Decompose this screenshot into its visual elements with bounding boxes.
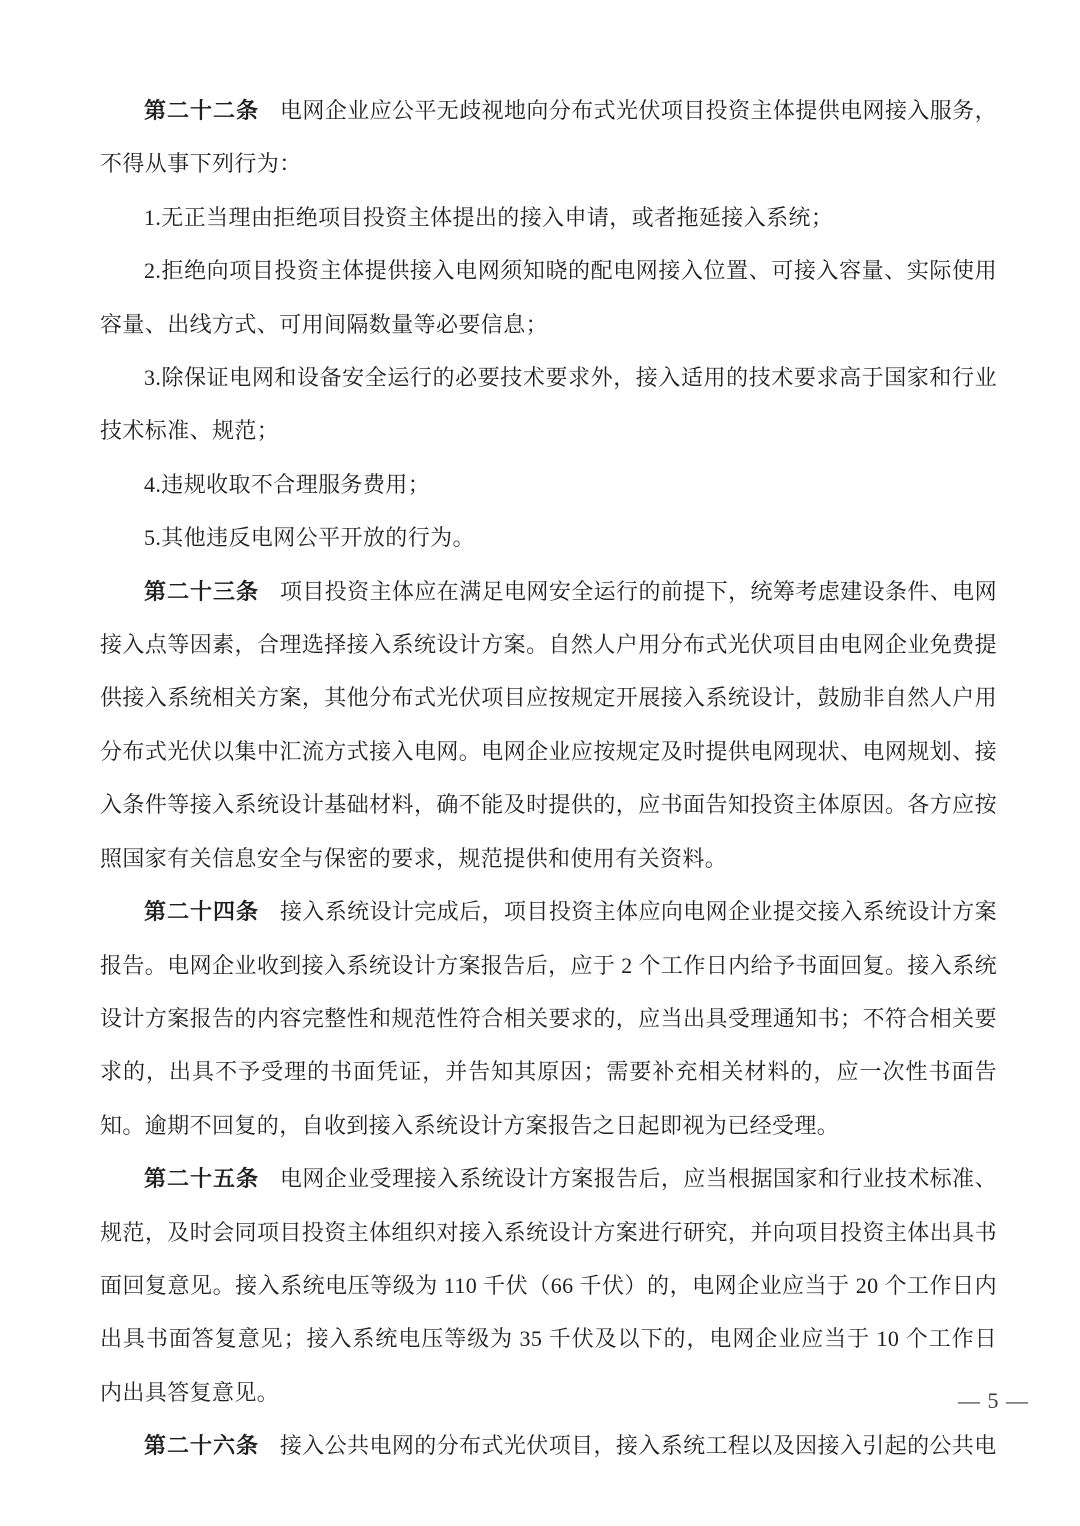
article-number: 第二十六条 [144, 1433, 260, 1459]
paragraph [100, 511, 997, 564]
paragraph [100, 458, 997, 511]
article-number: 第二十四条 [144, 899, 260, 925]
paragraph-text: 接入系统设计完成后，项目投资主体应向电网企业提交接入系统设计方案报告。电网企业收到接入系统设计方案报告后，应于 2 个工作日内给予书面回复。接入系统设计方案报告的内容完整性和规范性符合相关要求的，应当出具受理通知书；不符合相关要求的，出具不予受理的书面凭证，并告知其原因；需要补充相关材料的，应一次性书面告知。逾期不回复的，自收到接入系统设计方案报告之日起即视为已经受理。 [100, 899, 997, 1138]
paragraph-text: 电网企业应公平无歧视地向分布式光伏项目投资主体提供电网接入服务，不得从事下列行为： [100, 98, 997, 177]
paragraph-text: 1.无正当理由拒绝项目投资主体提出的接入申请，或者拖延接入系统； [144, 204, 834, 230]
article-number: 第二十五条 [144, 1166, 260, 1192]
page-number: — 5 — [958, 1388, 1029, 1413]
paragraph-text: 接入公共电网的分布式光伏项目，接入系统工程以及因接入引起的公共电 [279, 1433, 997, 1459]
paragraph [100, 191, 997, 244]
paragraph-text: 5.其他违反电网公平开放的行为。 [144, 525, 475, 551]
paragraph [100, 1152, 997, 1419]
article-number: 第二十二条 [144, 98, 260, 123]
paragraph [100, 885, 997, 1152]
document-body [100, 84, 997, 1473]
paragraph-text: 3.除保证电网和设备安全运行的必要技术要求外，接入适用的技术要求高于国家和行业技术标准、规范； [100, 365, 997, 444]
paragraph [100, 565, 997, 885]
paragraph-text: 项目投资主体应在满足电网安全运行的前提下，统筹考虑建设条件、电网接入点等因素，合理选择接入系统设计方案。自然人户用分布式光伏项目由电网企业免费提供接入系统相关方案，其他分布式光伏项目应按规定开展接入系统设计，鼓励非自然人户用分布式光伏以集中汇流方式接入电网。电网企业应按规定及时提供电网现状、电网规划、接入条件等接入系统设计基础材料，确不能及时提供的，应书面告知投资主体原因。各方应按照国家有关信息安全与保密的要求，规范提供和使用有关资料。 [100, 578, 997, 871]
paragraph [100, 244, 997, 351]
paragraph-text: 2.拒绝向项目投资主体提供接入电网须知晓的配电网接入位置、可接入容量、实际使用容量、出线方式、可用间隔数量等必要信息； [100, 258, 997, 337]
paragraph-text: 4.违规收取不合理服务费用； [144, 471, 431, 497]
paragraph [100, 351, 997, 458]
paragraph [100, 84, 997, 191]
paragraph-text: 电网企业受理接入系统设计方案报告后，应当根据国家和行业技术标准、规范，及时会同项目投资主体组织对接入系统设计方案进行研究，并向项目投资主体出具书面回复意见。接入系统电压等级为 110 千伏（66 千伏）的，电网企业应当于 20 个工作日内出具书面答复意见；接入系统电压等级为 35 千伏及以下的，电网企业应当于 10 个工作日内出具答复意见。 [100, 1166, 997, 1405]
article-number: 第二十三条 [144, 578, 260, 604]
paragraph [100, 1419, 997, 1472]
